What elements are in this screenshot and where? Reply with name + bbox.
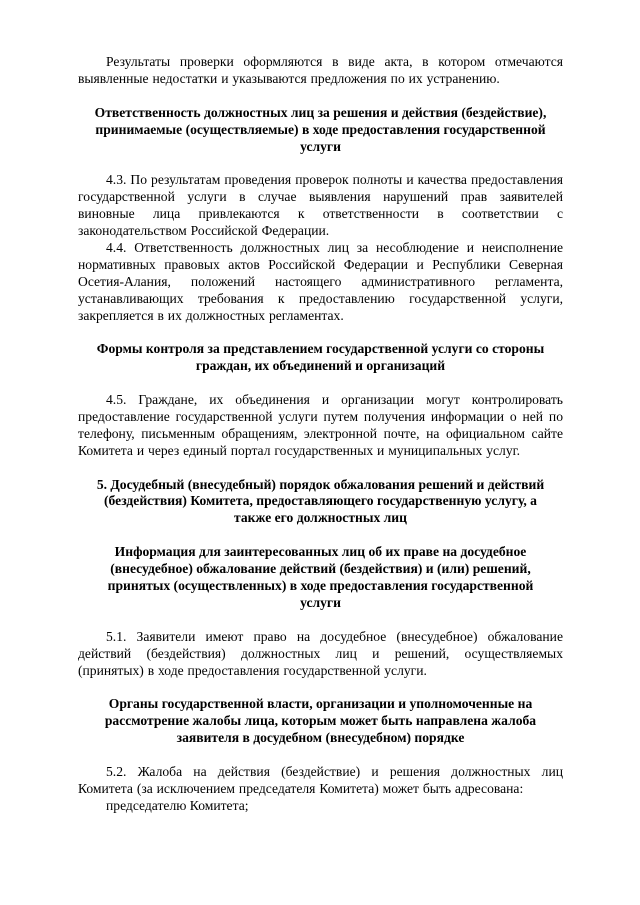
paragraph-4-5: 4.5. Граждане, их объединения и организации могут контролировать предоставление государственной услуги путем получения информации о ней по телефону, письменным обращениям, электронной почте, на официальном сайте Комитета и через единый портал государственных и муниципальных услуг. [78,392,563,458]
section-heading-appeal-right-info: Информация для заинтересованных лиц об их праве на досудебное (внесудебное) обжалование действий (бездействия) и (или) решений, принятых (осуществленных) в ходе предоставления государственной услуги [107,544,534,610]
paragraph-5-1: 5.1. Заявители имеют право на досудебное (внесудебное) обжалование действий (бездействия) должностных лиц и решений, осуществляемых (принятых) в ходе предоставления государственной услуги. [78,628,563,678]
paragraph-4-3: 4.3. По результатам проведения проверок полноты и качества предоставления государственной услуги в случае выявления нарушений прав заявителей виновные лица привлекаются к ответственности в соответствии с законодательством Российской Федерации. [78,172,563,239]
section-heading-officials-responsibility: Ответственность должностных лиц за решения и действия (бездействие), принимаемые (осуществляемые) в ходе предоставления государственной услуги [94,104,547,154]
list-item-committee-chairman: председателю Комитета; [106,797,249,813]
paragraph-5-2: 5.2. Жалоба на действия (бездействие) и решения должностных лиц Комитета (за исключением председателя Комитета) может быть адресована: [78,763,563,796]
paragraph-inspection-results: Результаты проверки оформляются в виде акта, в котором отмечаются выявленные недостатки и указываются предложения по их устранению. [78,54,563,86]
section-heading-5-pretrial-appeal: 5. Досудебный (внесудебный) порядок обжалования решений и действий (бездействия) Комитета, предоставляющего государственную услугу, а также его должностных лиц [96,476,545,526]
paragraph-4-4: 4.4. Ответственность должностных лиц за несоблюдение и неисполнение нормативных правовых актов Российской Федерации и Республики Северная Осетия-Алания, положений настоящего административного регламента, устанавливающих требования к предоставлению государственной услуги, закрепляется в их должностных регламентах. [78,239,563,323]
section-heading-control-forms: Формы контроля за представлением государственной услуги со стороны граждан, их объединений и организаций [96,341,545,374]
section-heading-complaint-authorities: Органы государственной власти, организации и уполномоченные на рассмотрение жалобы лица, которым может быть направлена жалоба заявителя в досудебном (внесудебном) порядке [104,696,537,746]
